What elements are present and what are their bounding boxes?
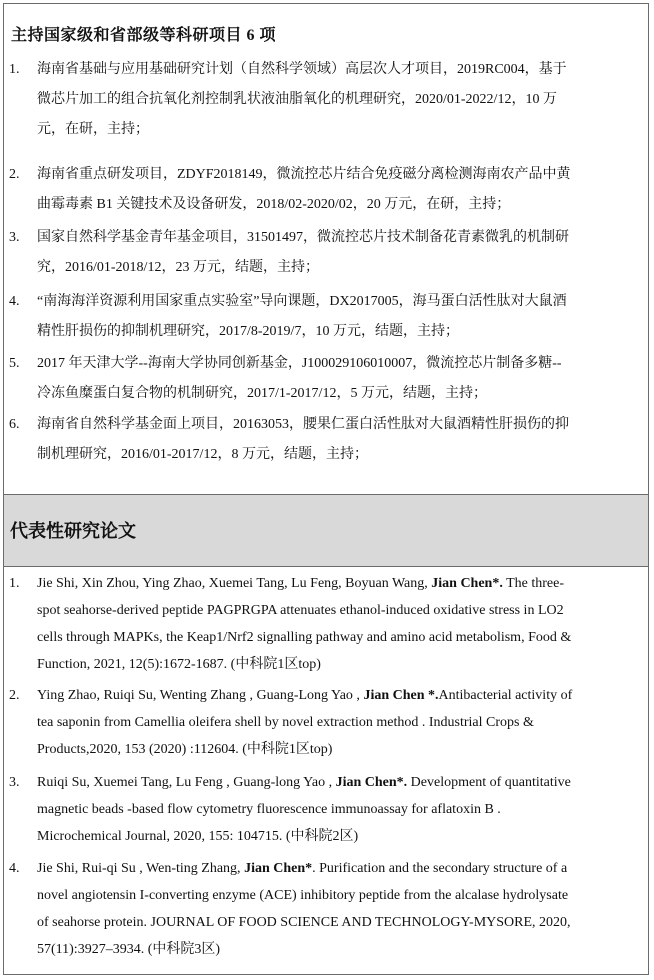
corresponding-author: Jian Chen* <box>244 861 313 876</box>
document-frame <box>3 3 649 975</box>
paper-line: 57(11):3927–3934. (中科院3区) <box>37 942 221 957</box>
project-line: 国家自然科学基金青年基金项目，31501497，微流控芯片技术制备花青素微乳的机制研 <box>37 230 569 245</box>
project-text <box>37 55 648 145</box>
corresponding-author: Jian Chen*. <box>335 775 408 790</box>
project-text <box>37 410 648 470</box>
paper-authors: Jie Shi, Rui-qi Su , Wen-ting Zhang, <box>37 861 245 876</box>
paper-text <box>37 855 648 963</box>
paper-title-start: The three- <box>502 576 564 591</box>
project-number: 4. <box>9 294 20 309</box>
paper-line: of seahorse protein. JOURNAL OF FOOD SCIENCE AND TECHNOLOGY-MYSORE, 2020, <box>37 915 571 930</box>
paper-line: novel angiotensin I-converting enzyme (ACE) inhibitory peptide from the alcalase hydrolysate <box>37 888 569 903</box>
paper-title-start: Antibacterial activity of <box>438 688 573 703</box>
paper-text <box>37 570 648 678</box>
project-text <box>37 223 648 283</box>
paper-line: Microchemical Journal, 2020, 155: 104715. (中科院2区) <box>37 829 359 844</box>
paper-authors: Ying Zhao, Ruiqi Su, Wenting Zhang , Guang-Long Yao , <box>37 688 364 703</box>
projects-section <box>4 4 648 494</box>
project-line: 元，在研，主持； <box>37 122 149 137</box>
project-line: 海南省重点研发项目，ZDYF2018149，微流控芯片结合免疫磁分离检测海南农产品中黄 <box>37 167 571 182</box>
paper-text <box>37 682 648 763</box>
project-number: 2. <box>9 167 20 182</box>
paper-number: 2. <box>9 688 20 703</box>
project-line: 制机理研究，2016/01-2017/12，8 万元，结题，主持； <box>37 447 368 462</box>
papers-heading-band <box>4 494 648 567</box>
paper-number: 1. <box>9 576 20 591</box>
project-number: 6. <box>9 417 20 432</box>
paper-line <box>37 769 648 796</box>
project-line: 究，2016/01-2018/12，23 万元，结题，主持； <box>37 260 319 275</box>
paper-number: 3. <box>9 775 20 790</box>
corresponding-author: Jian Chen *. <box>363 688 439 703</box>
project-line: “南海海洋资源利用国家重点实验室”导向课题，DX2017005，海马蛋白活性肽对大鼠酒 <box>37 294 567 309</box>
project-line: 曲霉毒素 B1 关键技术及设备研发，2018/02-2020/02，20 万元，在研，主持； <box>37 197 511 212</box>
project-line: 海南省自然科学基金面上项目，20163053，腰果仁蛋白活性肽对大鼠酒精性肝损伤的抑 <box>37 417 569 432</box>
projects-heading: 主持国家级和省部级等科研项目 6 项 <box>11 27 277 44</box>
corresponding-author: Jian Chen*. <box>431 576 503 591</box>
paper-line <box>37 570 648 597</box>
project-number: 5. <box>9 356 20 371</box>
paper-text <box>37 769 648 850</box>
paper-title-start: Development of quantitative <box>407 775 571 790</box>
project-text <box>37 349 648 409</box>
project-line: 精性肝损伤的抑制机理研究，2017/8-2019/7，10 万元，结题，主持； <box>37 324 459 339</box>
project-text <box>37 160 648 220</box>
project-text <box>37 287 648 347</box>
project-number: 3. <box>9 230 20 245</box>
paper-line: spot seahorse-derived peptide PAGPRGPA attenuates ethanol-induced oxidative stress in LO2 <box>37 603 564 618</box>
paper-number: 4. <box>9 861 20 876</box>
paper-line <box>37 682 648 709</box>
project-line: 海南省基础与应用基础研究计划（自然科学领域）高层次人才项目，2019RC004，基于 <box>37 62 567 77</box>
paper-title-start: . Purification and the secondary structure of a <box>312 861 568 876</box>
paper-line: Products,2020, 153 (2020) :112604. (中科院1区top) <box>37 742 333 757</box>
project-line: 2017 年天津大学--海南大学协同创新基金，J100029106010007，微流控芯片制备多糖-- <box>37 356 562 371</box>
paper-line: cells through MAPKs, the Keap1/Nrf2 signalling pathway and amino acid metabolism, Food & <box>37 630 572 645</box>
paper-line: magnetic beads -based flow cytometry fluorescence immunoassay for aflatoxin B . <box>37 802 501 817</box>
paper-authors: Jie Shi, Xin Zhou, Ying Zhao, Xuemei Tang, Lu Feng, Boyuan Wang, <box>37 576 432 591</box>
papers-heading: 代表性研究论文 <box>10 521 136 542</box>
paper-line: tea saponin from Camellia oleifera shell by novel extraction method . Industrial Crops & <box>37 715 534 730</box>
project-number: 1. <box>9 62 20 77</box>
project-line: 微芯片加工的组合抗氧化剂控制乳状液油脂氧化的机理研究，2020/01-2022/12，10 万 <box>37 92 557 107</box>
paper-authors: Ruiqi Su, Xuemei Tang, Lu Feng , Guang-long Yao , <box>37 775 336 790</box>
project-line: 冷冻鱼糜蛋白复合物的机制研究，2017/1-2017/12，5 万元，结题，主持； <box>37 386 487 401</box>
paper-line: Function, 2021, 12(5):1672-1687. (中科院1区top) <box>37 657 321 672</box>
paper-line <box>37 855 648 882</box>
